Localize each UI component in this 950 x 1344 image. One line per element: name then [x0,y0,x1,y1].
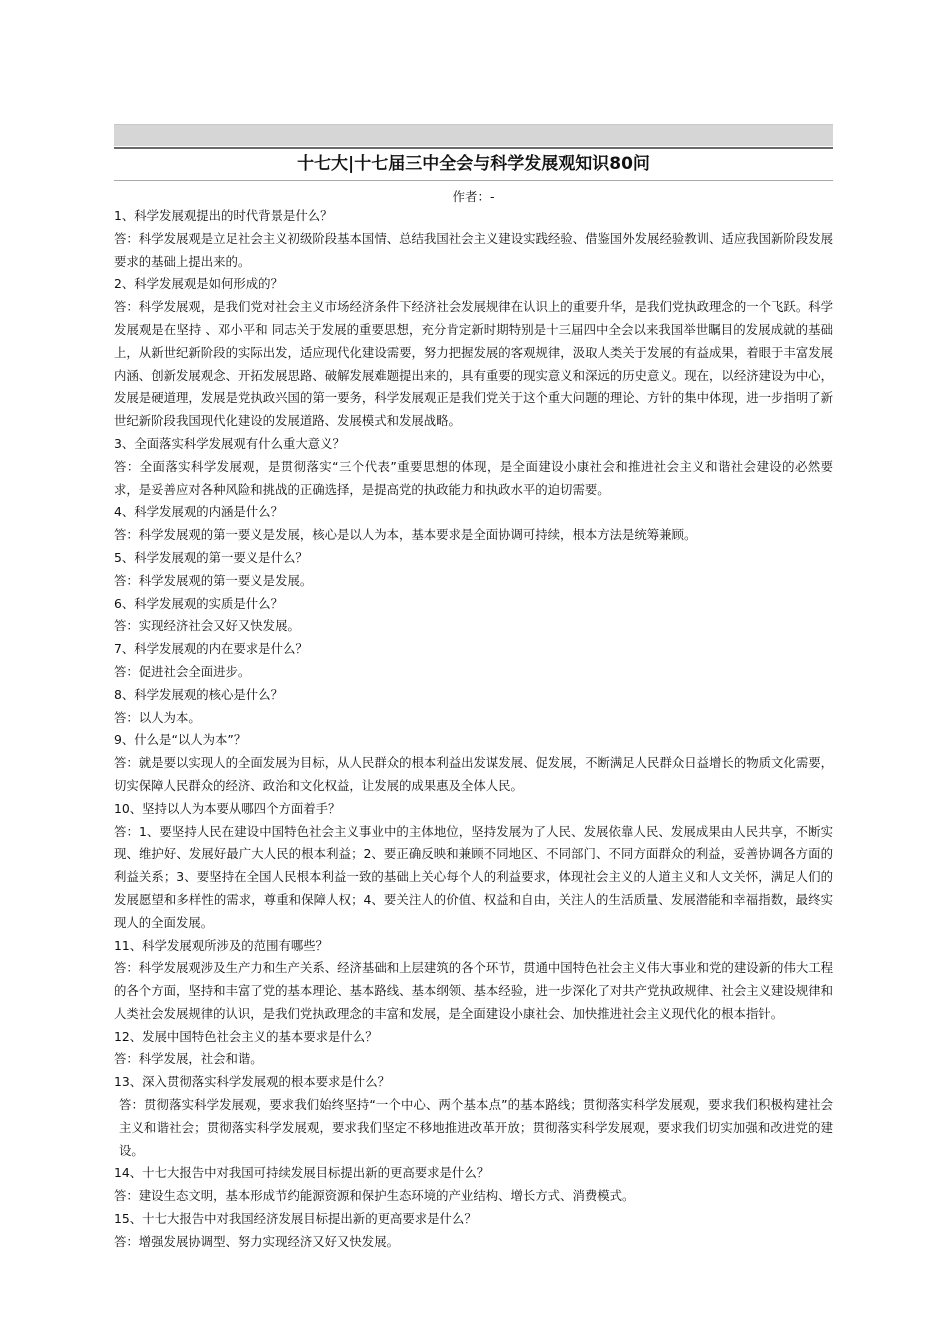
question: 5、科学发展观的第一要义是什么？ [114,549,308,565]
document-page [114,124,833,1254]
question: 6、科学发展观的实质是什么？ [114,595,283,611]
answer: 答：贯彻落实科学发展观，要求我们始终坚持“一个中心、两个基本点”的基本路线；贯彻落实科学发展观，要求我们积极构建社会主义和谐社会；贯彻落实科学发展观，要求我们坚定不移地推进改革开放；贯彻落实科学发展观，要求我们切实加强和改进党的建设。 [119,1097,833,1158]
answer: 答：促进社会全面进步。 [114,663,251,679]
question: 4、科学发展观的内涵是什么？ [114,504,283,520]
qa-list [114,205,833,1254]
answer: 答：增强发展协调型、努力实现经济又好又快发展。 [114,1233,399,1249]
answer: 答：科学发展观的第一要义是发展。 [114,572,313,588]
question: 13、深入贯彻落实科学发展观的根本要求是什么？ [114,1074,390,1090]
document-title: 十七大|十七届三中全会与科学发展观知识80问 [297,154,650,174]
question: 2、科学发展观是如何形成的？ [114,276,283,292]
header-bar [114,124,833,146]
question: 9、什么是“以人为本”？ [114,732,247,748]
question: 11、科学发展观所涉及的范围有哪些？ [114,937,329,953]
question: 7、科学发展观的内在要求是什么？ [114,641,308,657]
answer: 答：1、要坚持人民在建设中国特色社会主义事业中的主体地位，坚持发展为了人民、发展依靠人民、发展成果由人民共享，不断实现、维护好、发展好最广大人民的根本利益；2、要正确反映和兼顾不同地区、不同部门、不同方面群众的利益，妥善协调各方面的利益关系；3、要坚持在全国人民根本利益一致的基础上关心每个人的利益要求，体现社会主义的人道主义和人文关怀，满足人们的发展愿望和多样性的需求，尊重和保障人权；4、要关注人的价值、权益和自由，关注人的生活质量、发展潜能和幸福指数，最终实现人的全面发展。 [114,823,833,930]
question: 14、十七大报告中对我国可持续发展目标提出新的更高要求是什么？ [114,1165,490,1181]
answer: 答：就是要以实现人的全面发展为目标，从人民群众的根本利益出发谋发展、促发展，不断满足人民群众日益增长的物质文化需要，切实保障人民群众的经济、政治和文化权益，让发展的成果惠及全体人民。 [114,755,833,793]
question: 15、十七大报告中对我国经济发展目标提出新的更高要求是什么？ [114,1211,477,1227]
author-line: 作者：- [452,189,495,204]
answer: 答：科学发展观的第一要义是发展，核心是以人为本，基本要求是全面协调可持续，根本方法是统筹兼顾。 [114,527,697,543]
question: 10、坚持以人为本要从哪四个方面着手？ [114,800,341,816]
answer: 答：科学发展观是立足社会主义初级阶段基本国情、总结我国社会主义建设实践经验、借鉴国外发展经验教训、适应我国新阶段发展要求的基础上提出来的。 [114,230,833,269]
question: 1、科学发展观提出的时代背景是什么？ [114,208,333,223]
title-divider [114,180,833,181]
answer: 答：科学发展观，是我们党对社会主义市场经济条件下经济社会发展规律在认识上的重要升华，是我们党执政理念的一个飞跃。科学发展观是在坚持 、邓小平和 同志关于发展的重要思想，充分肯定新时期特别是十三届四中全会以来我国举世瞩目的发展成就的基础上，从新世纪新阶段的实际出发，适应现代化建设需要，努力把握发展的客观规律，汲取人类关于发展的有益成果，着眼于丰富发展内涵、创新发展观念、开拓发展思路、破解发展难题提出来的，具有重要的现实意义和深远的历史意义。现在，以经济建设为中心，发展是硬道理，发展是党执政兴国的第一要务，科学发展观正是我们党关于这个重大问题的理论、方针的集中体现，进一步指明了新世纪新阶段我国现代化建设的发展道路、发展模式和发展战略。 [114,299,833,429]
answer: 答：全面落实科学发展观，是贯彻落实“三个代表”重要思想的体现，是全面建设小康社会和推进社会主义和谐社会建设的必然要求，是妥善应对各种风险和挑战的正确选择，是提高党的执政能力和执政水平的迫切需要。 [114,458,833,497]
answer: 答：科学发展，社会和谐。 [114,1051,263,1067]
question: 3、全面落实科学发展观有什么重大意义？ [114,435,345,451]
question: 8、科学发展观的核心是什么？ [114,686,283,702]
answer: 答：实现经济社会又好又快发展。 [114,618,300,634]
answer: 答：以人为本。 [114,709,201,725]
question: 12、发展中国特色社会主义的基本要求是什么？ [114,1028,378,1044]
answer: 答：科学发展观涉及生产力和生产关系、经济基础和上层建筑的各个环节，贯通中国特色社会主义伟大事业和党的建设新的伟大工程的各个方面，坚持和丰富了党的基本理论、基本路线、基本纲领、基本经验，进一步深化了对共产党执政规律、社会主义建设规律和人类社会发展规律的认识，是我们党执政理念的丰富和发展，是全面建设小康社会、加快推进社会主义现代化的根本指针。 [114,960,833,1021]
answer: 答：建设生态文明，基本形成节约能源资源和保护生态环境的产业结构、增长方式、消费模式。 [114,1188,635,1204]
